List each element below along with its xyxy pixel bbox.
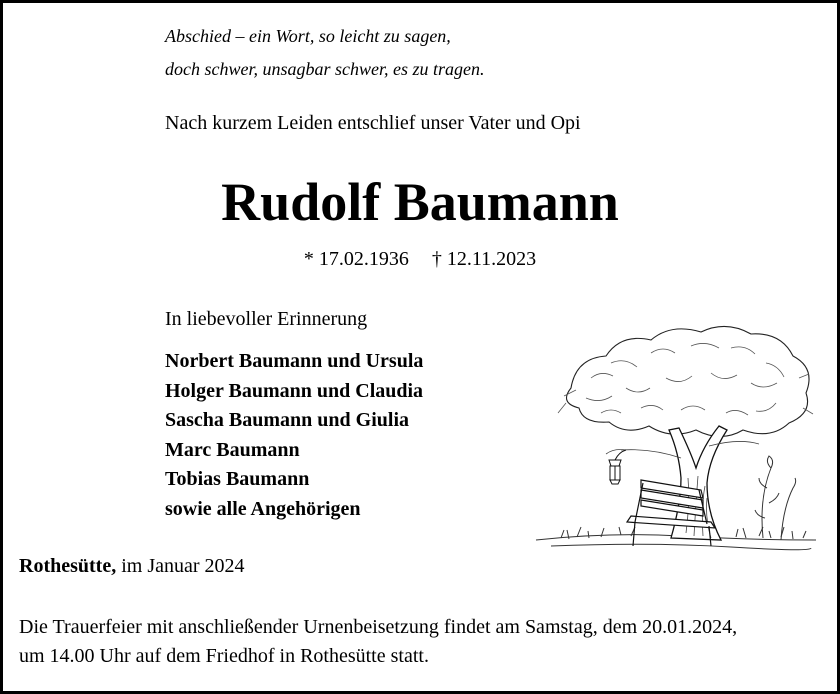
mourner-item: Marc Baumann xyxy=(165,438,300,461)
memory-line: In liebevoller Erinnerung xyxy=(165,308,368,330)
place-date: im Januar 2024 xyxy=(121,555,245,577)
ceremony-line-1: Die Trauerfeier mit anschließender Urnenbeisetzung findet am Samstag, dem 20.01.2024, xyxy=(19,616,738,638)
place-town: Rothesütte, xyxy=(19,555,117,577)
place-date-line xyxy=(19,555,245,578)
mourners-list xyxy=(165,347,423,524)
death-date: † 12.11.2023 xyxy=(431,248,537,270)
poem-line-1: Abschied – ein Wort, so leicht zu sagen, xyxy=(165,26,451,46)
intro-text: Nach kurzem Leiden entschlief unser Vater und Opi xyxy=(165,112,581,134)
mourner-item: sowie alle Angehörigen xyxy=(165,497,361,520)
mourner-item: Tobias Baumann xyxy=(165,468,310,490)
life-dates xyxy=(3,248,837,271)
birth-date: * 17.02.1936 xyxy=(303,248,409,270)
tree-bench-illustration xyxy=(531,318,821,558)
ceremony-info xyxy=(19,613,737,671)
deceased-name: Rudolf Baumann xyxy=(221,172,619,232)
mourner-item: Holger Baumann und Claudia xyxy=(165,379,424,402)
ceremony-line-2: um 14.00 Uhr auf dem Friedhof in Rothesütte statt. xyxy=(19,645,429,667)
poem-line-2: doch schwer, unsagbar schwer, es zu tragen. xyxy=(165,59,485,79)
mourner-item: Sascha Baumann und Giulia xyxy=(165,409,409,431)
mourner-item: Norbert Baumann und Ursula xyxy=(165,350,424,372)
